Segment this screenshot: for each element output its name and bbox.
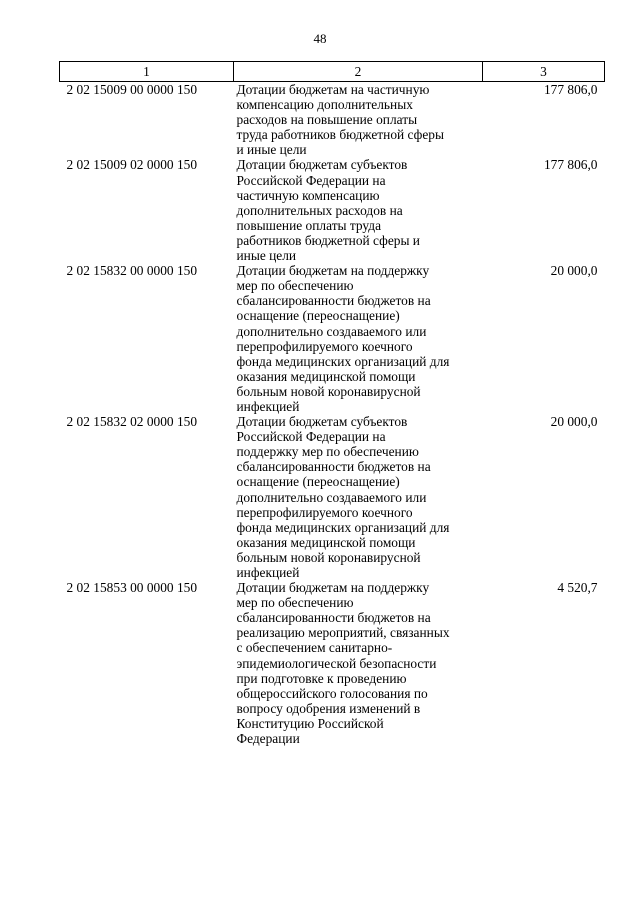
budget-name-line: и иные цели <box>236 142 307 158</box>
budget-code-cell: 2 02 15853 00 0000 150 <box>66 580 198 596</box>
table-row <box>60 414 605 580</box>
table-row <box>60 580 605 746</box>
budget-name-line: иные цели <box>236 248 297 264</box>
budget-name-line: сбалансированности бюджетов на <box>236 293 431 309</box>
budget-name-line: поддержку мер по обеспечению <box>236 444 419 460</box>
budget-name-cell <box>234 157 483 263</box>
budget-name-line: дополнительно создаваемого или <box>236 323 427 339</box>
budget-amount-cell: 20 000,0 <box>550 263 598 279</box>
column-header-amount: 3 <box>483 62 605 82</box>
budget-name-line: оснащение (переоснащение) <box>236 474 400 490</box>
table-row <box>60 82 605 158</box>
budget-name-line: Федерации <box>236 731 300 747</box>
budget-name-line: реализацию мероприятий, связанных <box>236 625 450 641</box>
budget-name-line: инфекцией <box>236 565 300 580</box>
budget-name-line: с обеспечением санитарно- <box>236 640 393 656</box>
budget-table <box>59 61 605 746</box>
budget-name-line: оказания медицинской помощи <box>236 534 416 550</box>
budget-amount-cell: 177 806,0 <box>543 157 598 173</box>
budget-name-line: Российской Федерации на <box>236 172 386 188</box>
budget-name-cell <box>234 580 483 746</box>
budget-name-line: дополнительных расходов на <box>236 202 403 218</box>
budget-name-cell <box>234 82 483 158</box>
budget-code-cell: 2 02 15009 00 0000 150 <box>66 82 198 97</box>
budget-name-line: сбалансированности бюджетов на <box>236 459 431 475</box>
budget-name-line: общероссийского голосования по <box>236 685 428 701</box>
column-header-code: 1 <box>60 62 234 82</box>
budget-name-line: повышение оплаты труда <box>236 217 382 233</box>
budget-name-line: оказания медицинской помощи <box>236 368 416 384</box>
budget-name-line: оснащение (переоснащение) <box>236 308 400 324</box>
budget-name-line: мер по обеспечению <box>236 595 354 611</box>
table-row <box>60 157 605 263</box>
budget-name-line: перепрофилируемого коечного <box>236 504 413 520</box>
budget-amount-cell: 20 000,0 <box>550 414 598 430</box>
budget-name-line: компенсацию дополнительных <box>236 97 413 113</box>
budget-name-line: фонда медицинских организаций для <box>236 519 450 535</box>
budget-name-line: расходов на повышение оплаты <box>236 112 418 128</box>
budget-name-line: больным новой коронавирусной <box>236 549 421 565</box>
budget-code-cell: 2 02 15832 02 0000 150 <box>66 414 198 430</box>
budget-name-line: труда работников бюджетной сферы <box>236 127 444 143</box>
budget-name-line: Дотации бюджетам на частичную <box>236 82 430 97</box>
budget-name-line: Дотации бюджетам субъектов <box>236 414 408 430</box>
budget-amount-cell: 4 520,7 <box>557 580 598 596</box>
budget-amount-cell: 177 806,0 <box>543 82 598 97</box>
column-header-name: 2 <box>234 62 483 82</box>
budget-name-line: больным новой коронавирусной <box>236 383 421 399</box>
budget-name-line: частичную компенсацию <box>236 187 380 203</box>
budget-name-line: Российской Федерации на <box>236 429 386 445</box>
page-number: 48 <box>313 31 327 46</box>
budget-name-line: Конституцию Российской <box>236 715 384 731</box>
table-row <box>60 263 605 414</box>
budget-name-line: Дотации бюджетам на поддержку <box>236 580 430 596</box>
budget-name-line: сбалансированности бюджетов на <box>236 610 431 626</box>
budget-name-cell <box>234 414 483 580</box>
budget-name-line: Дотации бюджетам субъектов <box>236 157 408 173</box>
budget-code-cell: 2 02 15009 02 0000 150 <box>66 157 198 173</box>
budget-name-line: инфекцией <box>236 398 300 414</box>
budget-name-line: мер по обеспечению <box>236 278 354 294</box>
budget-name-line: эпидемиологической безопасности <box>236 655 437 671</box>
table-body <box>60 82 605 747</box>
budget-name-line: при подготовке к проведению <box>236 670 407 686</box>
budget-code-cell: 2 02 15832 00 0000 150 <box>66 263 198 279</box>
budget-name-cell <box>234 263 483 414</box>
header-row <box>60 62 605 82</box>
budget-name-line: перепрофилируемого коечного <box>236 338 413 354</box>
budget-name-line: дополнительно создаваемого или <box>236 489 427 505</box>
budget-name-line: работников бюджетной сферы и <box>236 232 420 248</box>
budget-name-line: фонда медицинских организаций для <box>236 353 450 369</box>
budget-name-line: вопросу одобрения изменений в <box>236 700 421 716</box>
budget-name-line: Дотации бюджетам на поддержку <box>236 263 430 279</box>
